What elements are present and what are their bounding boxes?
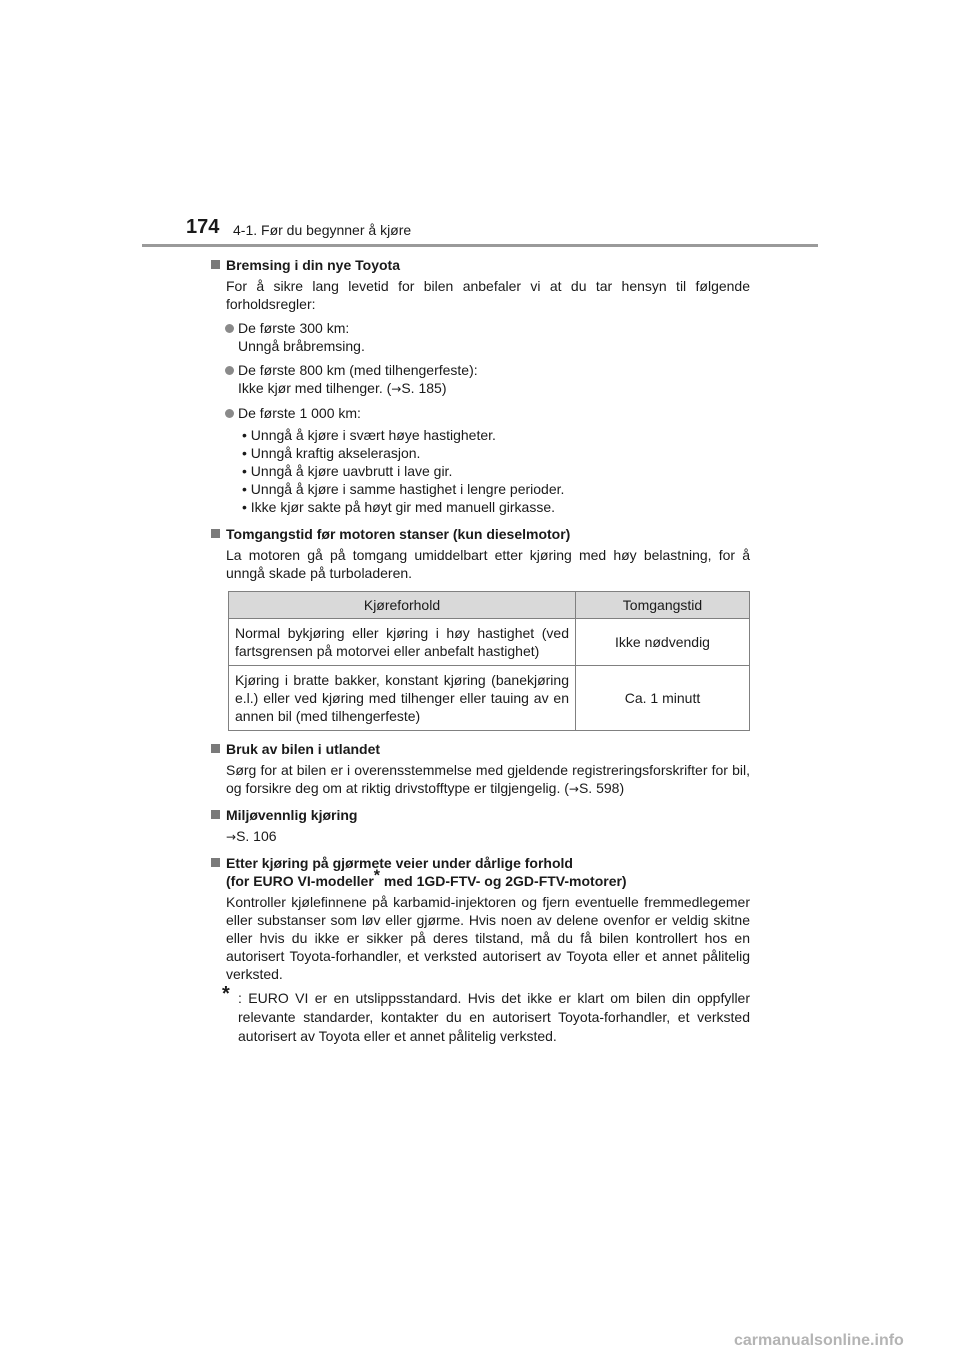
- heading-braking: Bremsing i din nye Toyota: [210, 256, 750, 274]
- square-bullet-icon: [211, 810, 220, 819]
- table-cell: Ca. 1 minutt: [576, 666, 750, 731]
- braking-intro: For å sikre lang levetid for bilen anbefaler vi at du tar hensyn til følgende forholdsregler:: [226, 278, 750, 312]
- bullet-1000km: De første 1 000 km:: [210, 404, 750, 422]
- list-item: • Ikke kjør sakte på høyt gir med manuell girkasse.: [242, 499, 556, 515]
- footnote-star: *: [222, 983, 230, 1005]
- table-cell: Ikke nødvendig: [576, 619, 750, 666]
- table-header-row: [229, 592, 750, 619]
- abroad-text: Sørg for at bilen er i overensstemmelse med gjeldende registreringsforskrifter for bil, og forsikre deg om at riktig drivstofftype er tilgjengelig. (→S. 598): [226, 762, 750, 796]
- eco-ref: [210, 827, 750, 846]
- page-ref-link[interactable]: S. 598): [578, 780, 625, 796]
- idle-time-table: [228, 591, 750, 731]
- table-row: [229, 666, 750, 731]
- header-rule: [142, 244, 818, 247]
- table-cell: Normal bykjøring eller kjøring i høy hastighet (ved fartsgrensen på motorvei eller anbefalt hastighet): [229, 619, 576, 666]
- list-item: • Unngå å kjøre i svært høye hastigheter.: [242, 427, 496, 443]
- arrow-icon: →: [226, 830, 237, 844]
- page-content: [210, 256, 750, 1046]
- round-bullet-icon: [225, 366, 234, 375]
- section-title: 4-1. Før du begynner å kjøre: [233, 222, 412, 238]
- heading-idle: Tomgangstid før motoren stanser (kun dieselmotor): [210, 525, 750, 543]
- bullet-800km: De første 800 km (med tilhengerfeste): Ikke kjør med tilhenger. (→S. 185): [210, 361, 750, 398]
- bullet-300km: De første 300 km: Unngå bråbremsing.: [210, 319, 750, 355]
- page-ref-link[interactable]: S. 106: [236, 828, 277, 844]
- round-bullet-icon: [225, 409, 234, 418]
- page-number: 174: [186, 216, 220, 238]
- sub-list: [210, 426, 750, 516]
- square-bullet-icon: [211, 858, 220, 867]
- heading-eco: Miljøvennlig kjøring: [210, 806, 750, 824]
- square-bullet-icon: [211, 260, 220, 269]
- list-item: • Unngå å kjøre i samme hastighet i lengre perioder.: [242, 481, 565, 497]
- footnote-star: *: [373, 867, 381, 885]
- list-item: • Unngå å kjøre uavbrutt i lave gir.: [242, 463, 453, 479]
- page-ref-link[interactable]: S. 185): [401, 380, 447, 396]
- table-cell: Kjøring i bratte bakker, konstant kjøring (banekjøring e.l.) eller ved kjøring med tilhenger eller tauing av en annen bil (med tilhengerfeste): [229, 666, 576, 731]
- round-bullet-icon: [225, 324, 234, 333]
- table-header-time: Tomgangstid: [576, 592, 750, 619]
- heading-mud: Etter kjøring på gjørmete veier under dårlige forhold (for EURO VI-modeller* med 1GD-FTV- og 2GD-FTV-motorer): [210, 854, 750, 890]
- idle-text: La motoren gå på tomgang umiddelbart etter kjøring med høy belastning, for å unngå skade på turboladeren.: [226, 547, 750, 581]
- mud-text: Kontroller kjølefinnene på karbamid-injektoren og fjern eventuelle fremmedlegemer eller substanser som løv eller gjørme. Hvis noen av delene ovenfor er veldig skitne eller hvis du ikke er sikker på deres tilstand, må du få bilen kontrollert hos en autorisert Toyota-forhandler, et verksted autorisert av Toyota eller et annet pålitelig verksted.: [226, 894, 750, 982]
- table-header-condition: Kjøreforhold: [229, 592, 576, 619]
- arrow-icon: →: [568, 782, 579, 796]
- square-bullet-icon: [211, 529, 220, 538]
- table-row: [229, 619, 750, 666]
- heading-abroad: Bruk av bilen i utlandet: [210, 740, 750, 758]
- footnote: * : EURO VI er en utslippsstandard. Hvis det ikke er klart om bilen din oppfyller relevante standarder, kontakter du en autorisert Toyota-forhandler, et verksted autorisert av Toyota eller et annet pålitelig verksted.: [222, 983, 750, 1044]
- watermark: carmanualsonline.info: [734, 1332, 904, 1349]
- square-bullet-icon: [211, 744, 220, 753]
- list-item: • Unngå kraftig akselerasjon.: [242, 445, 421, 461]
- arrow-icon: →: [391, 382, 402, 396]
